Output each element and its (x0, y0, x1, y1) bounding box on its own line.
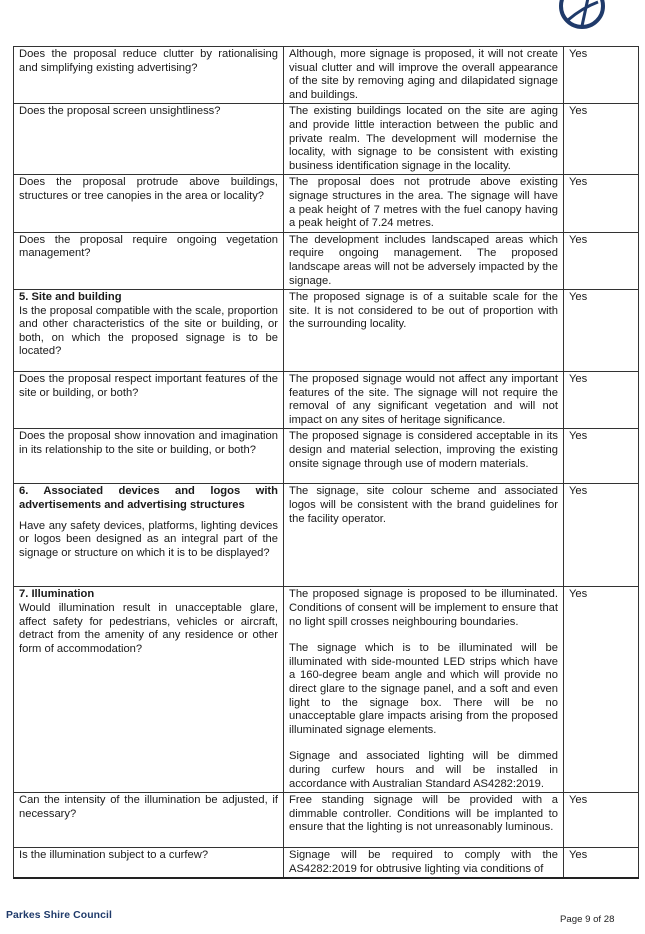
footer-council-name: Parkes Shire Council (6, 910, 112, 921)
table-row (14, 104, 639, 175)
response-text: The proposed signage is of a suitable scale for the site. It is not considered to be out of proportion with the surrounding locality. (289, 291, 558, 331)
response-text: Although, more signage is proposed, it will not create visual clutter and will improve the overall appearance of the site by removing aging and dilapidated signage and buildings. (289, 48, 558, 101)
answer-cell (564, 484, 639, 587)
response-cell (284, 848, 564, 879)
table-row (14, 372, 639, 429)
response-cell (284, 47, 564, 104)
answer-cell (564, 372, 639, 429)
response-cell (284, 484, 564, 587)
question-text: Does the proposal screen unsightliness? (19, 105, 221, 118)
table-row (14, 232, 639, 289)
answer-text: Yes (569, 849, 588, 862)
question-cell (14, 848, 284, 879)
question-cell (14, 429, 284, 484)
answer-cell (564, 793, 639, 848)
table-row (14, 484, 639, 587)
answer-text: Yes (569, 373, 588, 386)
question-cell (14, 47, 284, 104)
answer-cell (564, 232, 639, 289)
section-heading: 7. Illumination (19, 588, 95, 601)
response-cell (284, 793, 564, 848)
table-row (14, 175, 639, 232)
question-cell (14, 290, 284, 372)
answer-text: Yes (569, 48, 588, 60)
table-row (14, 848, 639, 879)
question-text: Does the proposal show innovation and imagination in its relationship to the site or building, or both? (19, 430, 278, 457)
table-row (14, 290, 639, 372)
response-cell (284, 290, 564, 372)
answer-text: Yes (569, 485, 588, 498)
table-row (14, 429, 639, 484)
council-logo-icon (558, 0, 608, 36)
response-text: Free standing signage will be provided with a dimmable controller. Conditions will be implanted to ensure that the lighting is not unreasonably luminous. (289, 794, 558, 834)
response-cell (284, 372, 564, 429)
question-cell (14, 793, 284, 848)
section-heading: 5. Site and building (19, 291, 122, 304)
response-paragraph: Signage and associated lighting will be dimmed during curfew hours and will be installed in accordance with Australian Standard AS4282:2019. (289, 750, 558, 790)
table-row (14, 47, 639, 104)
answer-cell (564, 104, 639, 175)
response-text: The signage, site colour scheme and associated logos will be consistent with the brand guidelines for the facility operator. (289, 485, 558, 525)
response-cell (284, 232, 564, 289)
response-paragraph: The signage which is to be illuminated will be illuminated with side-mounted LED strips which have a 160-degree beam angle and which will provide no direct glare to the signage panel, and a soft and even light to the signage box. There will be no unacceptable glare impacts arising from the proposed illuminated signage elements. (289, 642, 558, 736)
question-cell (14, 175, 284, 232)
answer-cell (564, 47, 639, 104)
question-text: Does the proposal protrude above buildings, structures or tree canopies in the area or locality? (19, 176, 278, 202)
question-text: Does the proposal require ongoing vegetation management? (19, 233, 278, 260)
question-text: Is the illumination subject to a curfew? (19, 849, 209, 862)
question-cell (14, 104, 284, 175)
answer-text: Yes (569, 588, 588, 601)
answer-cell (564, 175, 639, 232)
answer-text: Yes (569, 233, 588, 246)
section-heading: 6. Associated devices and logos with advertisements and advertising structures (19, 485, 278, 512)
answer-text: Yes (569, 291, 588, 304)
answer-cell (564, 290, 639, 372)
response-cell (284, 104, 564, 175)
answer-cell (564, 848, 639, 879)
response-text: Signage will be required to comply with the AS4282:2019 for obtrusive lighting via conditions of (289, 849, 558, 875)
footer-page-number: Page 9 of 28 (560, 914, 615, 925)
response-text: The proposed signage is considered acceptable in its design and material selection, improving the existing onsite signage through use of modern materials. (289, 430, 558, 470)
question-text: Does the proposal reduce clutter by rationalising and simplifying existing advertising? (19, 48, 278, 74)
answer-text: Yes (569, 176, 588, 189)
table-row (14, 587, 639, 793)
question-text: Can the intensity of the illumination be adjusted, if necessary? (19, 794, 278, 820)
table-row (14, 793, 639, 848)
question-cell (14, 587, 284, 793)
response-cell (284, 175, 564, 232)
response-text: The development includes landscaped areas which require ongoing management. The proposed landscape areas will not be adversely impacted by the signage. (289, 233, 558, 287)
answer-text: Yes (569, 794, 588, 807)
answer-cell (564, 429, 639, 484)
answer-cell (564, 587, 639, 793)
question-text: Does the proposal respect important features of the site or building, or both? (19, 373, 278, 399)
question-text: Would illumination result in unacceptable glare, affect safety for pedestrians, vehicles or aircraft, detract from the amenity of any residence or other form of accommodation? (19, 602, 278, 655)
response-text: The proposal does not protrude above existing signage structures in the area. The signage will have a peak height of 7 metres with the fuel canopy having a peak height of 7.24 metres. (289, 176, 558, 230)
response-cell (284, 587, 564, 793)
question-cell (14, 232, 284, 289)
assessment-table (13, 46, 639, 879)
response-text: The proposed signage would not affect any important features of the site. The signage will not require the removal of any significant vegetation and will not impact on any sites of heritage significance. (289, 373, 558, 426)
response-cell (284, 429, 564, 484)
response-text: The existing buildings located on the site are aging and provide little interaction between the public and private realm. The development will modernise the locality, with signage to be consistent with existing business identification signage in the locality. (289, 105, 558, 172)
question-text: Have any safety devices, platforms, lighting devices or logos been designed as an integral part of the signage or structure on which it is to be displayed? (19, 519, 278, 559)
answer-text: Yes (569, 105, 588, 118)
question-text: Is the proposal compatible with the scale, proportion and other characteristics of the site or building, or both, on which the proposed signage is to be located? (19, 304, 278, 358)
response-paragraph: The proposed signage is proposed to be illuminated. Conditions of consent will be implement to ensure that no light spill crosses neighbouring boundaries. (289, 588, 558, 628)
question-cell (14, 372, 284, 429)
answer-text: Yes (569, 430, 588, 443)
question-cell (14, 484, 284, 587)
